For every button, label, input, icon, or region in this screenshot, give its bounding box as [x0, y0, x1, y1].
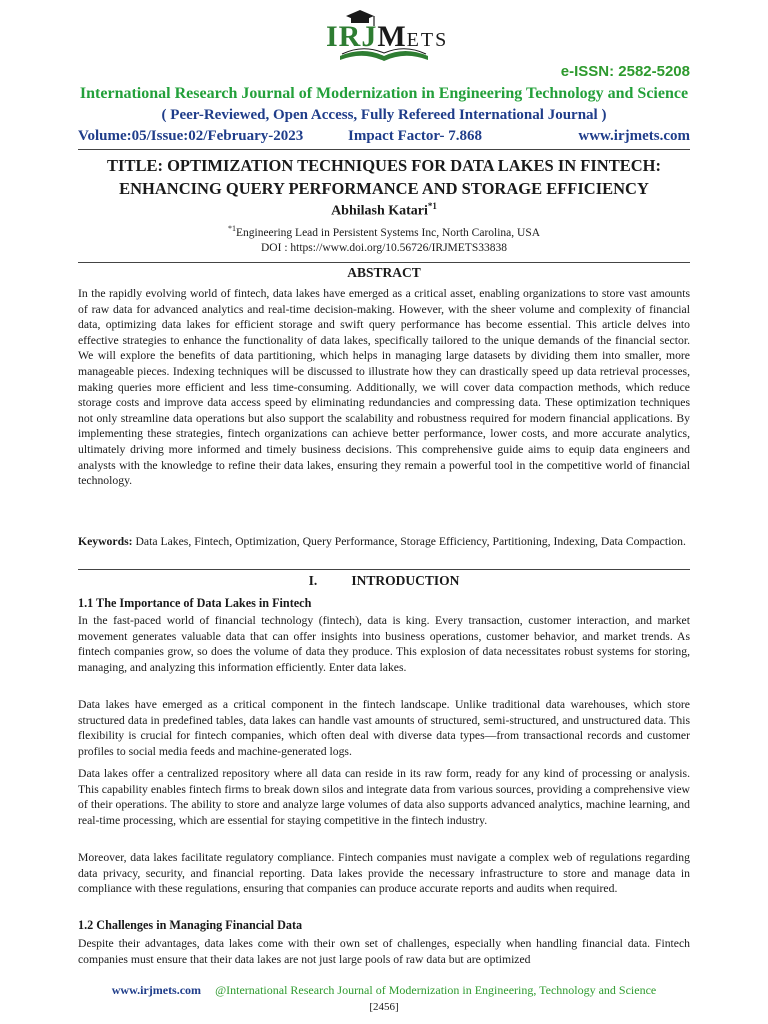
- journal-meta-row: [78, 128, 690, 148]
- keywords-label: Keywords:: [78, 535, 133, 548]
- footer-copyright: @International Research Journal of Modernization in Engineering, Technology and Science: [215, 983, 657, 997]
- abstract-heading: ABSTRACT: [347, 265, 421, 280]
- journal-website-link[interactable]: www.irjmets.com: [578, 128, 690, 144]
- page-number: [2456]: [369, 1001, 399, 1013]
- section-heading-introduction: [0, 573, 768, 589]
- volume-issue: Volume:05/Issue:02/February-2023: [78, 128, 304, 144]
- journal-name: International Research Journal of Modernization in Engineering Technology and Science: [79, 85, 689, 102]
- irjmets-logo: [318, 6, 450, 66]
- keywords: [78, 534, 690, 550]
- paragraph: In the fast-paced world of financial technology (fintech), data is king. Every transaction, customer interaction, and market movement generates valuable data that can offer insights into business operations, customer behavior, and market trends. As fintech companies grow, so does the volume of data they produce. This explosion of data necessitates robust systems for storing, managing, and analyzing this information efficiently. Enter data lakes.: [78, 614, 690, 674]
- keywords-list: Data Lakes, Fintech, Optimization, Query Performance, Storage Efficiency, Partitioning, Indexing, Data Compaction.: [132, 535, 686, 548]
- abstract-text: In the rapidly evolving world of fintech, data lakes have emerged as a critical asset, enabling organizations to store vast amounts of raw data for advanced analytics and real-time decision-making. However, with the sheer volume and complexity of financial data, optimizing data lakes for efficient storage and swift query performance has become essential. This article delves into effective strategies to enhance the functionality of data lakes, specifically tailored to the unique demands of the financial sector. We will explore the benefits of data partitioning, which helps in managing large datasets by dividing them into smaller, more manageable pieces. Indexing techniques will be discussed to illustrate how they can drastically speed up data retrieval processes, making queries more efficient and less time-consuming. Additionally, we will cover data compaction methods, which reduce storage costs and improve data access speed by eliminating redundancies and compressing data. These optimization techniques not only streamline data operations but also support the scalability and robustness required for modern financial applications. By implementing these strategies, fintech organizations can achieve better performance, lower costs, and more accurate analytics, ultimately driving more informed and timely business decisions. This comprehensive guide aims to equip data engineers and analysts with the knowledge to refine their data lakes, ensuring they remain a powerful tool in the competitive world of financial technology.: [78, 287, 690, 488]
- author-affiliation: $^{*1}$Engineering Lead in Persistent Systems Inc, North Carolina, USA: [227, 224, 541, 239]
- paper-title: [78, 154, 690, 200]
- paragraph: Moreover, data lakes facilitate regulatory compliance. Fintech companies must navigate a complex web of regulations regarding data privacy, security, and financial reporting. Data lakes provide the necessary infrastructure to store and manage data in compliance with these regulations, ensuring that companies can produce accurate reports and audits when required.: [78, 851, 690, 896]
- author-name: Abhilash Katari$^{*1}$: [331, 201, 437, 219]
- peer-review-line: ( Peer-Reviewed, Open Access, Fully Refereed International Journal ): [161, 107, 607, 123]
- subsection-heading-1-2: 1.2 Challenges in Managing Financial Data: [78, 918, 303, 932]
- header-divider: [78, 149, 690, 150]
- doi-link[interactable]: DOI : https://www.doi.org/10.56726/IRJMETS33838: [261, 242, 507, 254]
- title-line-2: ENHANCING QUERY PERFORMANCE AND STORAGE EFFICIENCY: [119, 179, 649, 198]
- subsection-heading-1-1: 1.1 The Importance of Data Lakes in Fintech: [78, 596, 312, 610]
- keywords-divider: [78, 569, 690, 570]
- footer-website-link[interactable]: www.irjmets.com: [111, 983, 202, 997]
- section-number: I.: [308, 573, 318, 588]
- paragraph: Data lakes offer a centralized repository where all data can reside in its raw form, ready for any kind of processing or analysis. This capability enables fintech firms to break down silos and integrate data from various sources, providing a comprehensive view of their operations. The ability to store and analyze large volumes of data also supports advanced analytics, machine learning, and real-time processing, which are essential for staying competitive in the fintech industry.: [78, 767, 690, 827]
- logo-wordmark: IRJMETS: [326, 20, 449, 53]
- page-footer: [0, 983, 768, 998]
- title-divider: [78, 262, 690, 263]
- impact-factor: Impact Factor- 7.868: [348, 128, 482, 144]
- section-title: INTRODUCTION: [351, 573, 460, 588]
- paragraph: Despite their advantages, data lakes come with their own set of challenges, especially when handling financial data. Fintech companies must ensure that their data lakes are not just large pools of raw data but are optimized: [78, 937, 690, 966]
- eissn-label: e-ISSN: 2582-5208: [560, 63, 690, 80]
- paragraph: Data lakes have emerged as a critical component in the fintech landscape. Unlike traditional data warehouses, which store structured data in predefined tables, data lakes can handle vast amounts of structured, semi-structured, and unstructured data. This flexibility is crucial for fintech companies, which often deal with diverse data types—from transactional records and customer profiles to social media feeds and machine-generated logs.: [78, 698, 690, 758]
- title-line-1: TITLE: OPTIMIZATION TECHNIQUES FOR DATA LAKES IN FINTECH:: [107, 156, 661, 175]
